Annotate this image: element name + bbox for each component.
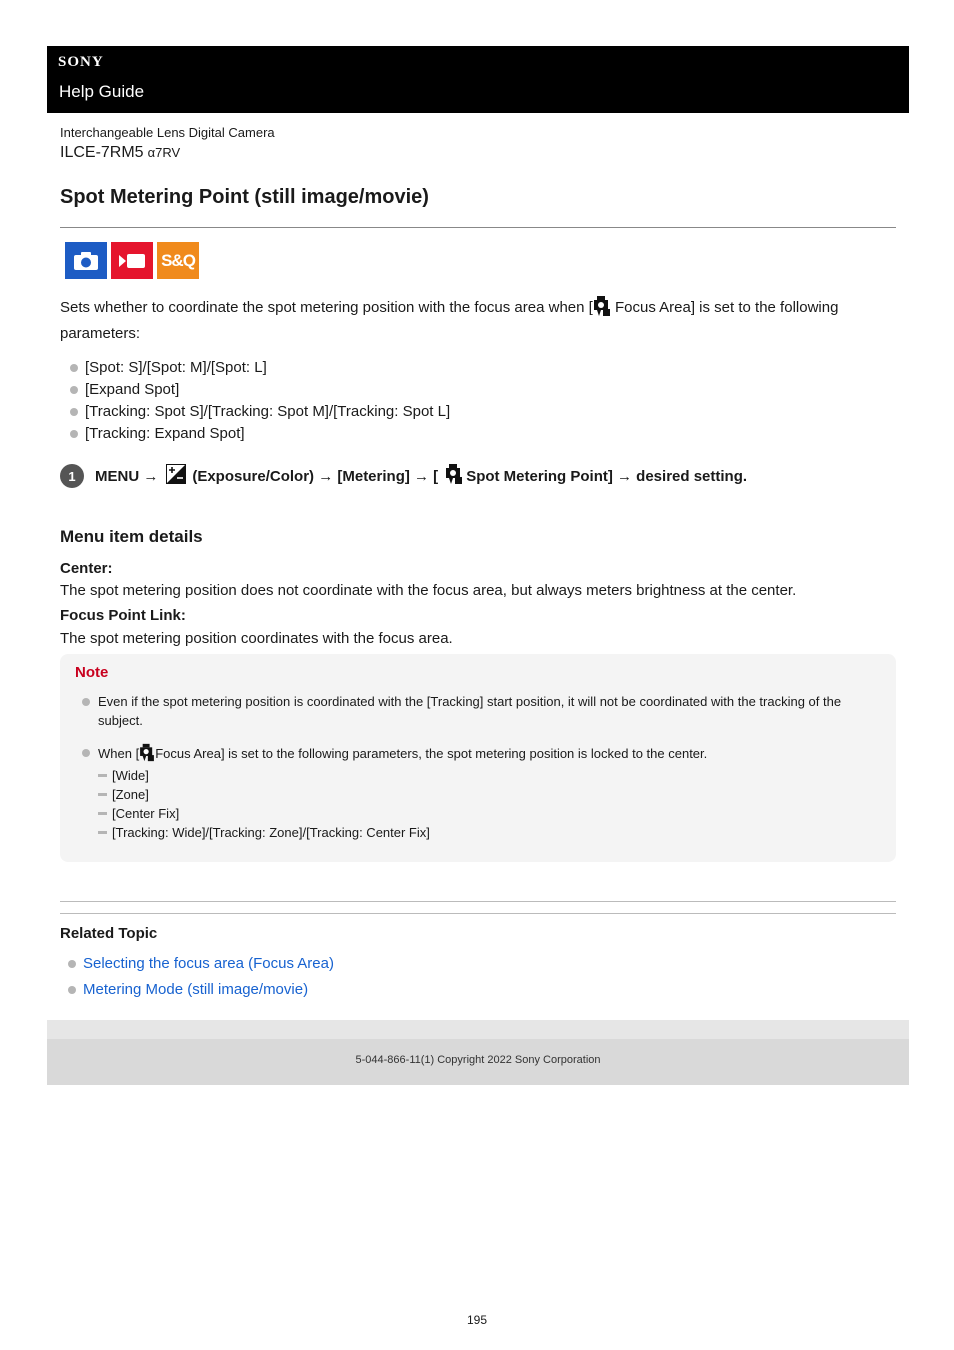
bullet-icon (82, 749, 90, 757)
footer (47, 1039, 909, 1085)
list-item-text: [Tracking: Wide]/[Tracking: Zone]/[Tracking: Center Fix] (112, 825, 430, 840)
model-alt-name: α7RV (147, 145, 181, 160)
intro-text-start: Sets whether to coordinate the spot metering position with the focus area when [ (60, 299, 593, 316)
note-title: Note (75, 664, 109, 681)
bullet-icon (68, 960, 76, 968)
sq-mode-icon: S&Q (157, 242, 199, 279)
term-center: Center: (60, 560, 113, 577)
mode-icons (65, 242, 199, 279)
help-guide-label: Help Guide (59, 82, 145, 101)
list-item (70, 423, 450, 445)
procedure-step (60, 463, 896, 489)
list-item (98, 766, 430, 785)
list-item (70, 379, 450, 401)
dash-icon (98, 793, 107, 796)
desc-center: The spot metering position does not coordinate with the focus area, but always meters brightness at the center. (60, 582, 797, 599)
step-text-part2: Spot Metering Point] → desired setting. (466, 467, 748, 485)
list-item (68, 951, 334, 977)
dash-icon (98, 831, 107, 834)
list-item-text: [Expand Spot] (85, 381, 180, 398)
page-number: 195 (466, 1313, 488, 1327)
list-item (98, 785, 430, 804)
note-item-text (98, 743, 707, 767)
related-topic-list (68, 951, 334, 1003)
note-box (60, 654, 896, 862)
model-name (60, 144, 180, 162)
bullet-icon (70, 408, 78, 416)
note-item (82, 743, 882, 767)
list-item-text: [Tracking: Expand Spot] (85, 425, 245, 442)
list-item (98, 823, 430, 842)
list-item (68, 977, 334, 1003)
note-sub-list (98, 766, 430, 842)
footer-band (47, 1020, 909, 1039)
product-type: Interchangeable Lens Digital Camera (60, 125, 275, 140)
list-item-text: [Wide] (112, 768, 149, 783)
section-heading: Menu item details (60, 527, 203, 546)
bullet-icon (70, 430, 78, 438)
sony-logo: SONY (58, 54, 104, 70)
title-divider (60, 227, 896, 228)
page-title: Spot Metering Point (still image/movie) (60, 186, 429, 208)
desc-focus-point-link: The spot metering position coordinates with the focus area. (60, 630, 453, 647)
exposure-color-icon (166, 464, 186, 488)
related-topic-heading: Related Topic (60, 925, 158, 942)
focus-area-icon (445, 463, 463, 489)
divider (60, 913, 896, 914)
bullet-icon (68, 986, 76, 994)
movie-mode-icon (111, 242, 153, 279)
list-item (70, 357, 450, 379)
divider (60, 901, 896, 902)
dash-icon (98, 812, 107, 815)
focus-area-icon (139, 743, 155, 767)
parameter-list (70, 357, 450, 445)
list-item-text: [Center Fix] (112, 806, 180, 821)
note-item (82, 692, 882, 730)
bullet-icon (70, 364, 78, 372)
step-menu-text: MENU → (95, 467, 159, 485)
dash-icon (98, 774, 107, 777)
note-item-text: Even if the spot metering position is coordinated with the [Tracking] start position, it will not be coordinated with the tracking of the subject. (98, 694, 842, 728)
intro-paragraph (60, 295, 896, 344)
list-item-text: [Zone] (112, 787, 149, 802)
term-focus-point-link: Focus Point Link: (60, 607, 186, 624)
copyright-text: 5-044-866-11(1) Copyright 2022 Sony Corporation (355, 1054, 601, 1066)
related-link-focus-area[interactable]: Selecting the focus area (Focus Area) (83, 955, 334, 972)
focus-area-icon (593, 295, 611, 323)
related-link-metering-mode[interactable]: Metering Mode (still image/movie) (83, 981, 309, 998)
list-item (70, 401, 450, 423)
step-text-part1: (Exposure/Color) → [Metering] → [ (192, 467, 439, 485)
bullet-icon (82, 698, 90, 706)
still-image-mode-icon (65, 242, 107, 279)
list-item (98, 804, 430, 823)
list-item-text: [Tracking: Spot S]/[Tracking: Spot M]/[Tracking: Spot L] (85, 403, 451, 420)
site-header (47, 46, 909, 113)
list-item-text: [Spot: S]/[Spot: M]/[Spot: L] (85, 359, 267, 376)
model-number: ILCE-7RM5 (60, 144, 144, 161)
note-text-end: Focus Area] is set to the following parameters, the spot metering position is locked to the center. (155, 746, 708, 761)
step-number-badge: 1 (60, 464, 84, 488)
note-text-start: When [ (98, 746, 140, 761)
intro-text-end: Focus Area] is set to the following parameters: (60, 299, 839, 342)
bullet-icon (70, 386, 78, 394)
